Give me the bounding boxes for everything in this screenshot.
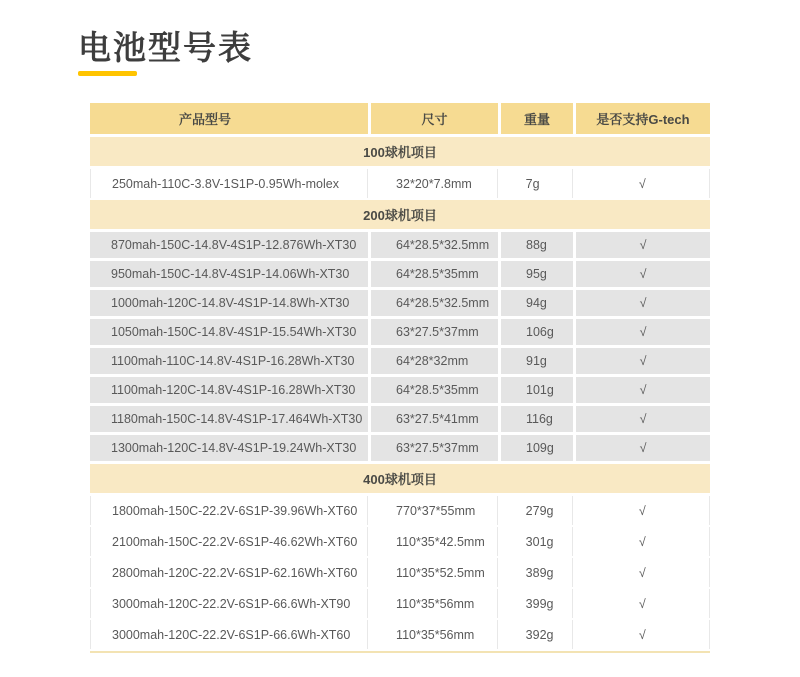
- column-header-1: 尺寸: [371, 103, 498, 134]
- table-row: [90, 406, 710, 432]
- weight-cell: 88g: [501, 232, 573, 258]
- weight-cell: 399g: [501, 589, 573, 618]
- size-cell: 63*27.5*37mm: [371, 319, 498, 345]
- title-underline: [78, 71, 137, 76]
- section-header-0: [90, 137, 710, 166]
- gtech-cell: √: [638, 627, 646, 642]
- table-row: [90, 169, 710, 198]
- size-cell: 64*28*32mm: [371, 348, 498, 374]
- table-row: [90, 496, 710, 525]
- table-row: [90, 589, 710, 618]
- model-cell: 950mah-150C-14.8V-4S1P-14.06Wh-XT30: [90, 261, 368, 287]
- table-row: [90, 232, 710, 258]
- model-cell: 250mah-110C-3.8V-1S1P-0.95Wh-molex: [91, 169, 368, 198]
- model-cell: 1050mah-150C-14.8V-4S1P-15.54Wh-XT30: [90, 319, 368, 345]
- table-row: [90, 261, 710, 287]
- weight-cell: 91g: [501, 348, 573, 374]
- size-cell: 110*35*52.5mm: [371, 558, 498, 587]
- gtech-cell: √: [576, 377, 710, 403]
- weight-cell: 116g: [501, 406, 573, 432]
- gtech-cell: √: [576, 261, 710, 287]
- size-cell: 110*35*42.5mm: [371, 527, 498, 556]
- model-cell: 870mah-150C-14.8V-4S1P-12.876Wh-XT30: [90, 232, 368, 258]
- gtech-cell: √: [638, 534, 646, 549]
- table-row: [90, 558, 710, 587]
- gtech-cell: √: [576, 319, 710, 345]
- weight-cell: 7g: [501, 169, 573, 198]
- section-header-1: [90, 200, 710, 229]
- table-bottom-border: [90, 651, 710, 653]
- table-row: [90, 290, 710, 316]
- size-cell: 63*27.5*41mm: [371, 406, 498, 432]
- size-cell: 110*35*56mm: [371, 620, 498, 649]
- gtech-cell: √: [576, 290, 710, 316]
- column-header-2: 重量: [501, 103, 573, 134]
- size-cell: 64*28.5*32.5mm: [371, 232, 498, 258]
- model-cell: 1800mah-150C-22.2V-6S1P-39.96Wh-XT60: [91, 496, 368, 525]
- gtech-cell: √: [576, 435, 710, 461]
- table-row: [90, 620, 710, 649]
- page-title: 电池型号表: [78, 29, 253, 66]
- size-cell: 64*28.5*35mm: [371, 377, 498, 403]
- table-row: [90, 319, 710, 345]
- table-row: [90, 348, 710, 374]
- gtech-cell: √: [638, 176, 646, 191]
- size-cell: 32*20*7.8mm: [371, 169, 498, 198]
- weight-cell: 392g: [501, 620, 573, 649]
- gtech-cell: √: [638, 596, 646, 611]
- gtech-cell: √: [576, 348, 710, 374]
- model-cell: 1180mah-150C-14.8V-4S1P-17.464Wh-XT30: [90, 406, 368, 432]
- weight-cell: 95g: [501, 261, 573, 287]
- section-label: 100球机项目: [363, 145, 437, 160]
- gtech-cell: √: [576, 406, 710, 432]
- size-cell: 64*28.5*35mm: [371, 261, 498, 287]
- weight-cell: 301g: [501, 527, 573, 556]
- weight-cell: 94g: [501, 290, 573, 316]
- weight-cell: 109g: [501, 435, 573, 461]
- model-cell: 1000mah-120C-14.8V-4S1P-14.8Wh-XT30: [90, 290, 368, 316]
- model-cell: 1100mah-120C-14.8V-4S1P-16.28Wh-XT30: [90, 377, 368, 403]
- model-cell: 1300mah-120C-14.8V-4S1P-19.24Wh-XT30: [90, 435, 368, 461]
- model-cell: 2100mah-150C-22.2V-6S1P-46.62Wh-XT60: [91, 527, 368, 556]
- size-cell: 770*37*55mm: [371, 496, 498, 525]
- weight-cell: 389g: [501, 558, 573, 587]
- column-header-3: 是否支持G-tech: [576, 103, 710, 134]
- battery-table: [90, 103, 710, 653]
- size-cell: 110*35*56mm: [371, 589, 498, 618]
- weight-cell: 279g: [501, 496, 573, 525]
- section-label: 200球机项目: [363, 208, 437, 223]
- section-header-2: [90, 464, 710, 493]
- table-row: [90, 377, 710, 403]
- size-cell: 64*28.5*32.5mm: [371, 290, 498, 316]
- gtech-cell: √: [638, 503, 646, 518]
- size-cell: 63*27.5*37mm: [371, 435, 498, 461]
- weight-cell: 106g: [501, 319, 573, 345]
- model-cell: 3000mah-120C-22.2V-6S1P-66.6Wh-XT60: [91, 620, 368, 649]
- model-cell: 1100mah-110C-14.8V-4S1P-16.28Wh-XT30: [90, 348, 368, 374]
- model-cell: 3000mah-120C-22.2V-6S1P-66.6Wh-XT90: [91, 589, 368, 618]
- table-row: [90, 527, 710, 556]
- section-label: 400球机项目: [363, 472, 437, 487]
- weight-cell: 101g: [501, 377, 573, 403]
- column-header-0: 产品型号: [90, 103, 368, 134]
- model-cell: 2800mah-120C-22.2V-6S1P-62.16Wh-XT60: [91, 558, 368, 587]
- table-row: [90, 435, 710, 461]
- table-header-row: [90, 103, 710, 134]
- gtech-cell: √: [638, 565, 646, 580]
- gtech-cell: √: [576, 232, 710, 258]
